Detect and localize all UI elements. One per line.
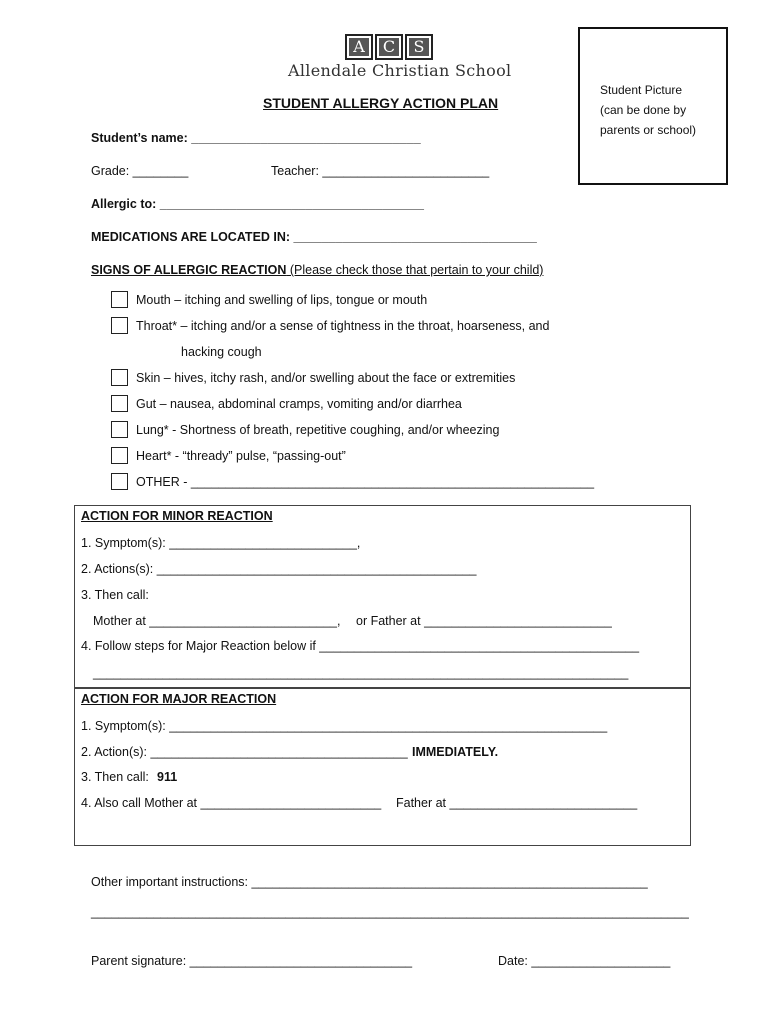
- major-reaction-heading: ACTION FOR MAJOR REACTION: [81, 692, 277, 706]
- other-instructions-field[interactable]: Other important instructions: _________________________________________________________: [91, 875, 648, 889]
- major-father-field[interactable]: Father at ___________________________: [396, 796, 638, 810]
- allergic-to-field[interactable]: Allergic to: ______________________________________: [91, 197, 424, 211]
- teacher-field[interactable]: Teacher: ________________________: [271, 164, 490, 178]
- minor-actions-field[interactable]: 2. Actions(s): ______________________________________________: [81, 562, 477, 576]
- major-immediately-text: IMMEDIATELY.: [412, 745, 499, 759]
- grade-field[interactable]: Grade: ________: [91, 164, 189, 178]
- checkbox-lung[interactable]: [111, 421, 128, 438]
- minor-symptoms-field[interactable]: 1. Symptom(s): ___________________________,: [81, 536, 361, 550]
- minor-follow-field[interactable]: 4. Follow steps for Major Reaction below if ______________________________________________: [81, 639, 640, 653]
- parent-signature-field[interactable]: Parent signature: ________________________________: [91, 954, 413, 968]
- checkbox-other[interactable]: [111, 473, 128, 490]
- checkbox-skin[interactable]: [111, 369, 128, 386]
- sign-gut-label: Gut – nausea, abdominal cramps, vomiting and/or diarrhea: [136, 397, 462, 411]
- major-then-call-label: 3. Then call:: [81, 770, 149, 784]
- checkbox-gut[interactable]: [111, 395, 128, 412]
- signs-heading: SIGNS OF ALLERGIC REACTION (Please check those that pertain to your child): [91, 263, 544, 277]
- minor-mother-field[interactable]: Mother at ___________________________,: [93, 614, 341, 628]
- student-name-field[interactable]: Student’s name: _________________________________: [91, 131, 421, 145]
- major-symptoms-field[interactable]: 1. Symptom(s): _______________________________________________________________: [81, 719, 608, 733]
- other-instructions-field-cont[interactable]: ______________________________________________________________________________________: [91, 905, 689, 919]
- minor-reaction-section: [74, 505, 691, 688]
- major-action-field[interactable]: 2. Action(s): _____________________________________: [81, 745, 408, 759]
- sign-throat-label: Throat* – itching and/or a sense of tightness in the throat, hoarseness, and: [136, 319, 550, 333]
- checkbox-mouth[interactable]: [111, 291, 128, 308]
- date-field[interactable]: Date: ____________________: [498, 954, 671, 968]
- checkbox-throat[interactable]: [111, 317, 128, 334]
- sign-other-field[interactable]: OTHER - __________________________________________________________: [136, 475, 595, 489]
- logo-letter-c: C: [375, 34, 403, 60]
- major-mother-field[interactable]: 4. Also call Mother at __________________________: [81, 796, 382, 810]
- minor-reaction-heading: ACTION FOR MINOR REACTION: [81, 509, 273, 523]
- student-picture-label: Student Picture (can be done by parents or school): [600, 83, 697, 137]
- medications-location-field[interactable]: MEDICATIONS ARE LOCATED IN: ___________________________________: [91, 230, 537, 244]
- sign-throat-label-cont: hacking cough: [181, 345, 262, 359]
- minor-follow-field-cont[interactable]: _____________________________________________________________________________: [93, 666, 629, 680]
- sign-heart-label: Heart* - “thready” pulse, “passing-out”: [136, 449, 346, 463]
- emergency-number: 911: [157, 770, 178, 784]
- page-title: STUDENT ALLERGY ACTION PLAN: [263, 95, 499, 111]
- school-name: Allendale Christian School: [288, 61, 512, 80]
- minor-then-call-label: 3. Then call:: [81, 588, 149, 602]
- sign-mouth-label: Mouth – itching and swelling of lips, tongue or mouth: [136, 293, 428, 307]
- sign-skin-label: Skin – hives, itchy rash, and/or swelling about the face or extremities: [136, 371, 516, 385]
- sign-lung-label: Lung* - Shortness of breath, repetitive coughing, and/or wheezing: [136, 423, 500, 437]
- logo-letter-a: A: [345, 34, 373, 60]
- minor-father-field[interactable]: or Father at ___________________________: [356, 614, 612, 628]
- major-reaction-section: [74, 688, 691, 846]
- logo-letter-s: S: [405, 34, 433, 60]
- school-logo: [345, 34, 433, 60]
- checkbox-heart[interactable]: [111, 447, 128, 464]
